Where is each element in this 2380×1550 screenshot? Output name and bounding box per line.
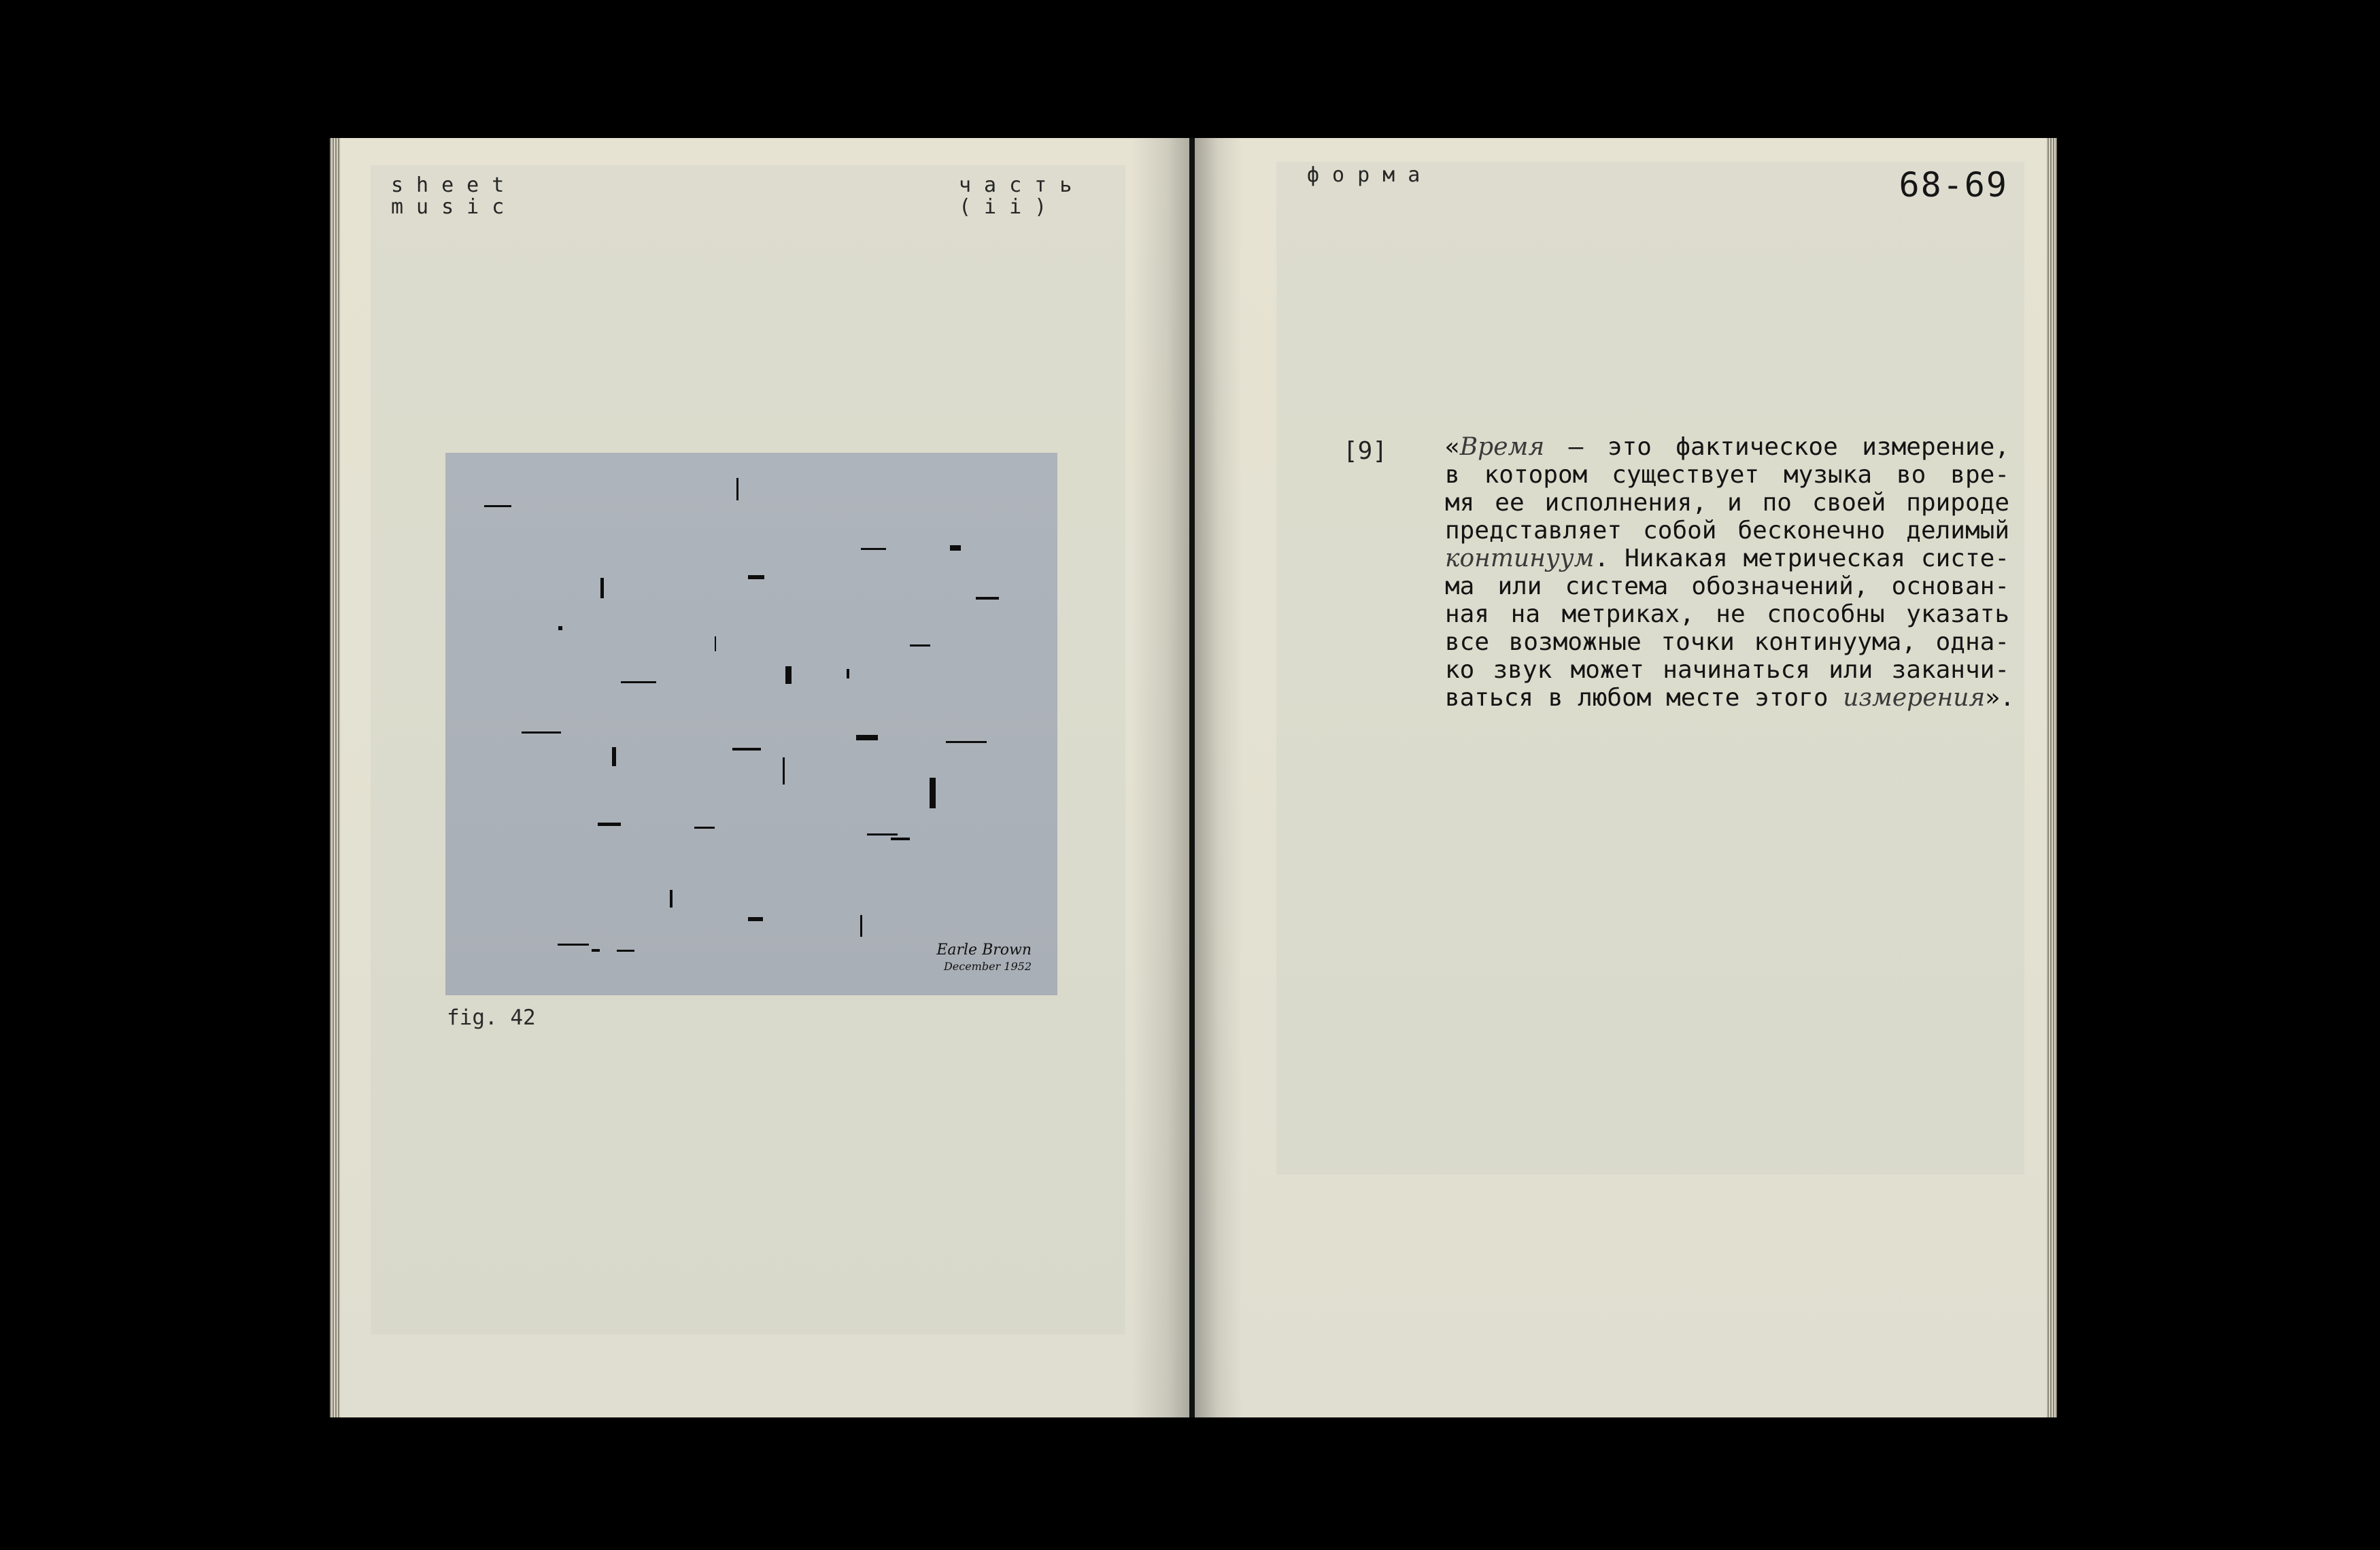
score-mark [484, 505, 511, 507]
quote-segment: ма или система обозначений, основан- [1445, 572, 2009, 600]
page-edge-right [2046, 138, 2057, 1417]
running-head-music: music [391, 195, 517, 219]
score-mark [748, 917, 763, 921]
score-mark [860, 915, 862, 937]
score-mark [612, 747, 616, 766]
quote-line [1445, 517, 2009, 545]
score-mark [670, 890, 673, 908]
score-mark [592, 949, 600, 952]
page-numbers: 68-69 [1899, 165, 2008, 205]
book-spread [330, 138, 2057, 1417]
score-mark [522, 731, 561, 734]
quote-segment: ». [1985, 684, 2015, 712]
note-number: [9] [1343, 437, 1388, 465]
score-mark [861, 548, 886, 550]
score-mark [732, 748, 761, 751]
quote-segment: в котором существует музыка во вре- [1445, 461, 2009, 489]
score-mark [748, 575, 764, 579]
running-head-form: форма [1307, 163, 1433, 187]
graphic-score-figure [445, 453, 1057, 995]
quote-text [1445, 433, 2015, 712]
quote-line [1445, 572, 2009, 600]
left-page [330, 138, 1192, 1417]
score-mark [856, 735, 878, 740]
score-mark [715, 636, 716, 651]
quote-line [1445, 461, 2009, 489]
score-mark [950, 545, 961, 551]
score-mark [783, 757, 785, 785]
gutter-shadow [1131, 138, 1192, 1417]
score-mark [600, 578, 604, 598]
quote-segment: представляет собой бесконечно делимый [1445, 517, 2009, 545]
score-mark [598, 823, 621, 826]
quote-emphasis: Время [1459, 433, 1545, 461]
running-head-part-number: (ii) [959, 195, 1060, 219]
quote-line [1445, 433, 2009, 461]
quote-segment: все возможные точки континуума, одна- [1445, 628, 2009, 656]
quote-segment: ваться в любом месте этого [1445, 684, 1843, 712]
score-mark [694, 827, 715, 829]
quote-segment: мя ее исполнения, и по своей природе [1445, 489, 2009, 517]
score-mark [867, 833, 898, 836]
signature-name: Earle Brown [936, 942, 1032, 959]
quote-line [1445, 489, 2009, 517]
score-mark [930, 778, 936, 808]
quote-segment: ко звук может начинаться или заканчи- [1445, 656, 2009, 684]
quote-emphasis: континуум [1445, 545, 1595, 572]
score-mark [558, 626, 562, 630]
quote-line [1445, 656, 2009, 684]
right-page [1195, 138, 2057, 1417]
quote-segment: « [1445, 433, 1460, 461]
figure-caption: fig. 42 [447, 1005, 536, 1030]
quote-segment: ная на метриках, не способны указать [1445, 600, 2009, 628]
running-head-sheet: sheet [391, 173, 517, 197]
quote-line [1445, 600, 2009, 628]
score-mark [847, 669, 849, 678]
score-mark [617, 950, 634, 952]
quote-line [1445, 545, 2009, 572]
gutter-shadow [1195, 138, 1242, 1417]
page-edge-left [330, 138, 341, 1417]
running-head-part: часть [959, 173, 1085, 197]
score-mark [910, 644, 930, 647]
score-mark [891, 838, 910, 840]
quote-segment: . Никакая метрическая систе- [1594, 545, 2009, 572]
quote-segment: — это фактическое измерение, [1544, 433, 2009, 461]
quote-line [1445, 684, 2015, 712]
score-mark [946, 741, 987, 743]
score-mark [558, 944, 589, 946]
score-mark [976, 597, 999, 600]
quote-emphasis: измерения [1843, 684, 1986, 712]
score-mark [621, 681, 656, 683]
score-mark [736, 478, 738, 500]
score-mark [785, 666, 792, 684]
signature-date: December 1952 [943, 960, 1032, 973]
quote-line [1445, 628, 2009, 656]
composer-signature [936, 942, 1032, 975]
